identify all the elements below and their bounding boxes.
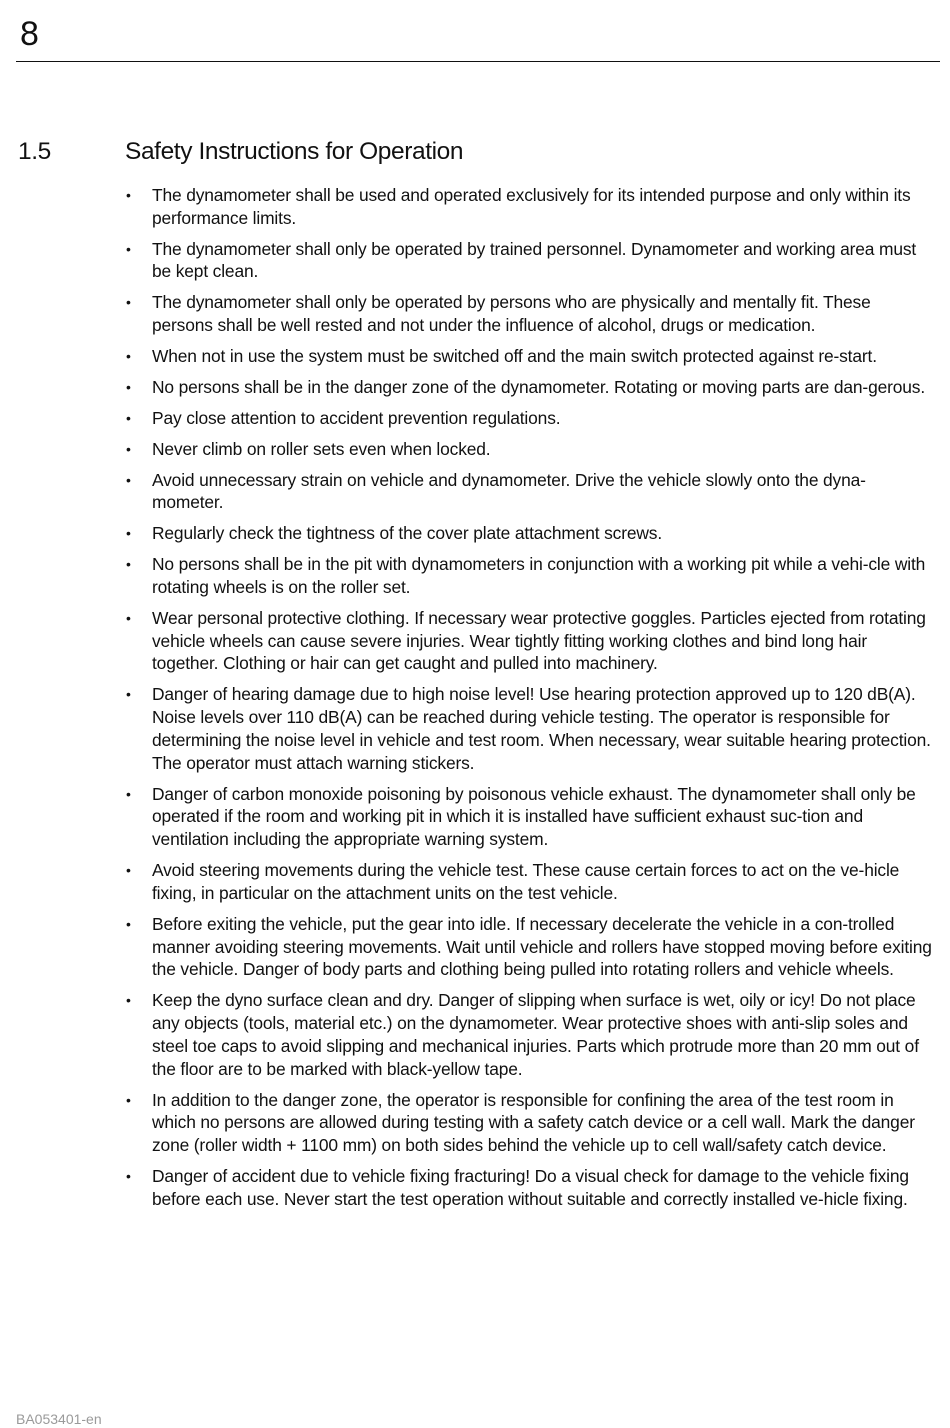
list-item-text: The dynamometer shall be used and operated exclusively for its intended purpose and only within its performance limits. [152, 185, 911, 228]
list-item [126, 553, 934, 599]
list-item [126, 291, 934, 337]
list-item-text: The dynamometer shall only be operated by trained personnel. Dynamometer and working area must be kept clean. [152, 238, 917, 282]
bullet-icon: • [126, 862, 131, 879]
header-divider [16, 61, 940, 62]
list-item [126, 1165, 934, 1211]
list-item [126, 238, 934, 284]
bullet-icon: • [126, 525, 131, 542]
list-item [126, 376, 934, 399]
list-item-text: Never climb on roller sets even when locked. [152, 438, 491, 459]
list-item-text: Danger of hearing damage due to high noise level! Use hearing protection approved up to 120 dB(A). Noise levels over 110 dB(A) can be reached during vehicle testing. The operator is responsible for determining the noise level in vehicle and test room. When necessary, wear suitable hearing protection. The operator must attach warning stickers. [152, 684, 931, 773]
bullet-icon: • [126, 348, 131, 365]
bullet-icon: • [126, 609, 131, 626]
list-item-text: Pay close attention to accident prevention regulations. [152, 407, 561, 428]
list-item-text: Danger of accident due to vehicle fixing fracturing! Do a visual check for damage to the vehicle fixing before each use. Never start the test operation without suitable and correctly installed ve-hicle fixing. [152, 1166, 909, 1209]
list-item [126, 913, 934, 981]
page-number: 8 [20, 15, 39, 53]
bullet-icon: • [126, 1091, 131, 1108]
list-item [126, 1089, 934, 1157]
list-item [126, 438, 934, 461]
list-item-text: No persons shall be in the danger zone of the dynamometer. Rotating or moving parts are dan-gerous. [152, 376, 926, 397]
section-number: 1.5 [18, 138, 51, 165]
list-item-text: Avoid unnecessary strain on vehicle and dynamometer. Drive the vehicle slowly onto the dyna-mometer. [152, 469, 866, 513]
list-item-text: When not in use the system must be switched off and the main switch protected against re-start. [152, 346, 877, 367]
list-item-text: In addition to the danger zone, the operator is responsible for confining the area of the test room in which no persons are allowed during testing with a safety catch device or a cell wall. Mark the danger zone (roller width + 1100 mm) on both sides behind the vehicle up to cell wall/safety catch device. [152, 1089, 915, 1156]
bullet-icon: • [126, 992, 131, 1009]
list-item [126, 683, 934, 774]
bullet-icon: • [126, 378, 131, 395]
list-item [126, 407, 934, 430]
bullet-icon: • [126, 409, 131, 426]
list-item-text: Avoid steering movements during the vehicle test. These cause certain forces to act on the ve-hicle fixing, in particular on the attachment units on the test vehicle. [152, 860, 900, 903]
bullet-icon: • [126, 915, 131, 932]
document-id: BA053401-en [16, 1411, 102, 1427]
list-item [126, 522, 934, 545]
list-item-text: Regularly check the tightness of the cover plate attachment screws. [152, 523, 662, 544]
list-item [126, 859, 934, 905]
safety-instructions-list [126, 184, 934, 1219]
bullet-icon: • [126, 1168, 131, 1185]
list-item [126, 607, 934, 675]
list-item [126, 469, 934, 515]
bullet-icon: • [126, 187, 131, 203]
list-item [126, 184, 934, 230]
list-item-text: Danger of carbon monoxide poisoning by poisonous vehicle exhaust. The dynamometer shall only be operated if the room and working pit in which it is installed have sufficient exhaust suc-tion and ventilation including the appropriate warning system. [152, 783, 916, 850]
bullet-icon: • [126, 440, 131, 457]
list-item-text: Before exiting the vehicle, put the gear into idle. If necessary decelerate the vehicle in a con-trolled manner avoiding steering movements. Wait until vehicle and rollers have stopped moving before exiting the vehicle. Danger of body parts and clothing being pulled into rotating rollers and vehicle wheels. [152, 913, 932, 980]
bullet-icon: • [126, 686, 131, 703]
list-item-text: Wear personal protective clothing. If necessary wear protective goggles. Particles ejected from rotating vehicle wheels can cause severe injuries. Wear tightly fitting working clothes and bind long hair together. Clothing or hair can get caught and pulled into machinery. [152, 607, 926, 674]
list-item-text: Keep the dyno surface clean and dry. Danger of slipping when surface is wet, oily or icy! Do not place any objects (tools, material etc.) on the dynamometer. Wear protective shoes with anti-slip soles and steel toe caps to avoid slipping and mechanical injuries. Parts which protrude more than 20 mm out of the floor are to be marked with black-yellow tape. [152, 990, 919, 1079]
bullet-icon: • [126, 556, 131, 573]
bullet-icon: • [126, 471, 131, 488]
bullet-icon: • [126, 785, 131, 802]
bullet-icon: • [126, 294, 131, 311]
section-heading [18, 136, 918, 168]
section-title: Safety Instructions for Operation [125, 138, 464, 165]
bullet-icon: • [126, 240, 131, 257]
list-item [126, 345, 934, 368]
list-item-text: The dynamometer shall only be operated by persons who are physically and mentally fit. These persons shall be well rested and not under the influence of alcohol, drugs or medication. [152, 292, 871, 336]
list-item-text: No persons shall be in the pit with dynamometers in conjunction with a working pit while a vehi-cle with rotating wheels is on the roller set. [152, 554, 926, 597]
list-item [126, 783, 934, 851]
list-item [126, 989, 934, 1080]
